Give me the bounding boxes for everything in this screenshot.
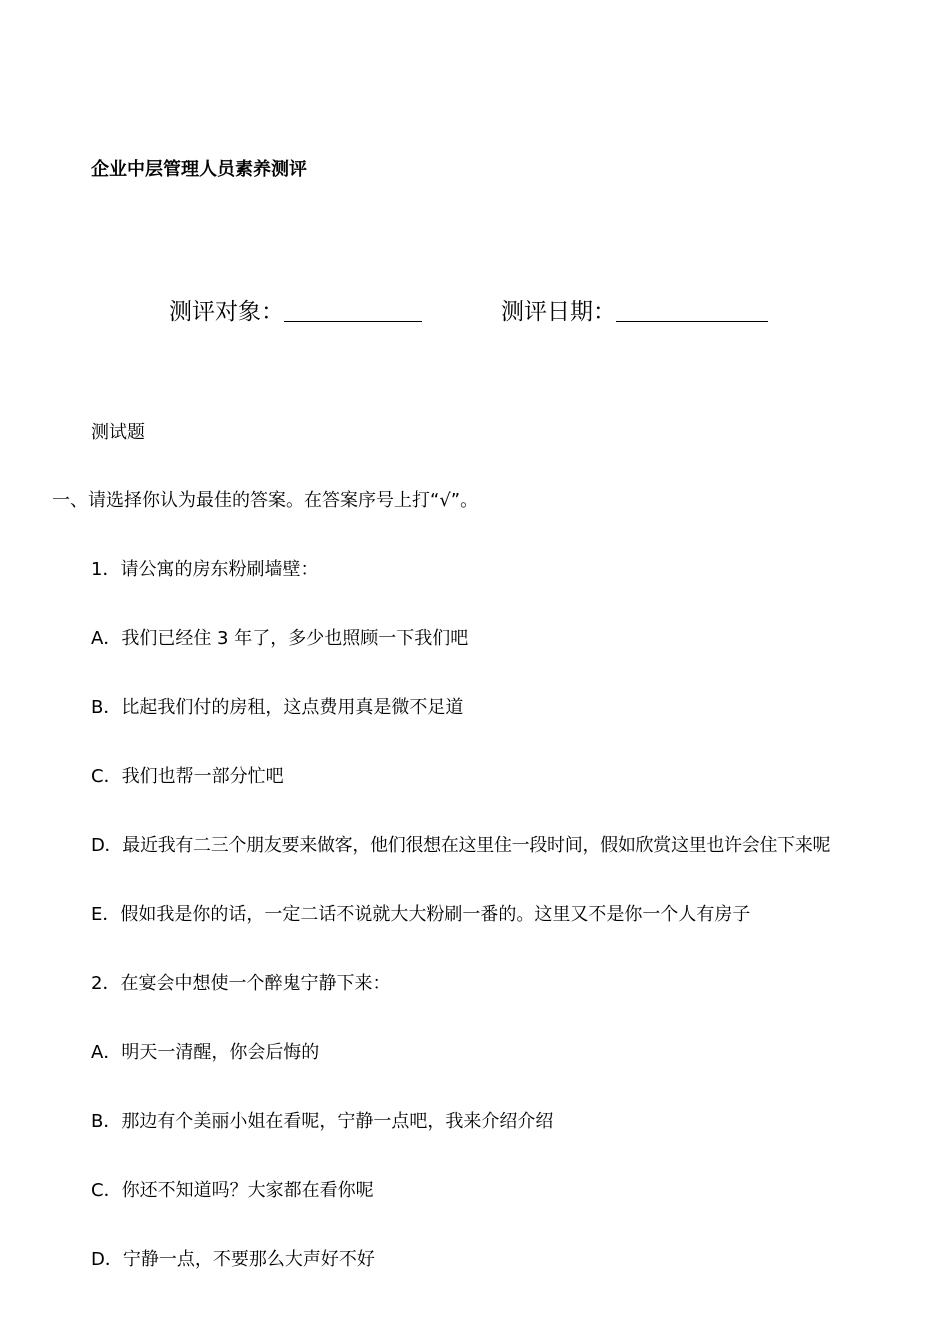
question-1-option-c[interactable]: C．我们也帮一部分忙吧 [91,766,284,787]
instruction-text: 一、请选择你认为最佳的答案。在答案序号上打“√”。 [52,490,479,511]
question-2-option-c[interactable]: C．你还不知道吗？大家都在看你呢 [91,1180,374,1201]
evaluation-date-field [501,296,768,328]
evaluation-subject-label: 测评对象： [169,299,284,325]
document-title: 企业中层管理人员素养测评 [91,159,307,180]
evaluation-subject-field [169,296,422,328]
question-2-option-d[interactable]: D．宁静一点，不要那么大声好不好 [91,1249,375,1270]
question-2-text: 2．在宴会中想使一个醉鬼宁静下来： [91,973,391,994]
question-1-option-e[interactable]: E．假如我是你的话，一定二话不说就大大粉刷一番的。这里又不是你一个人有房子 [91,904,751,925]
question-1-option-b[interactable]: B．比起我们付的房租，这点费用真是微不足道 [91,697,464,718]
evaluation-date-blank[interactable] [616,320,768,322]
evaluation-date-label: 测评日期： [501,299,616,325]
evaluation-subject-blank[interactable] [284,320,422,322]
question-1-text: 1．请公寓的房东粉刷墙壁： [91,559,319,580]
section-title: 测试题 [91,422,145,443]
question-1-option-d[interactable]: D．最近我有二三个朋友要来做客，他们很想在这里住一段时间，假如欣赏这里也许会住下来呢 [91,835,831,856]
question-2-option-b[interactable]: B．那边有个美丽小姐在看呢，宁静一点吧，我来介绍介绍 [91,1111,554,1132]
question-2-option-a[interactable]: A．明天一清醒，你会后悔的 [91,1042,320,1063]
evaluation-info-row [0,296,950,332]
question-1-option-a[interactable]: A．我们已经住 3 年了，多少也照顾一下我们吧 [91,628,469,649]
